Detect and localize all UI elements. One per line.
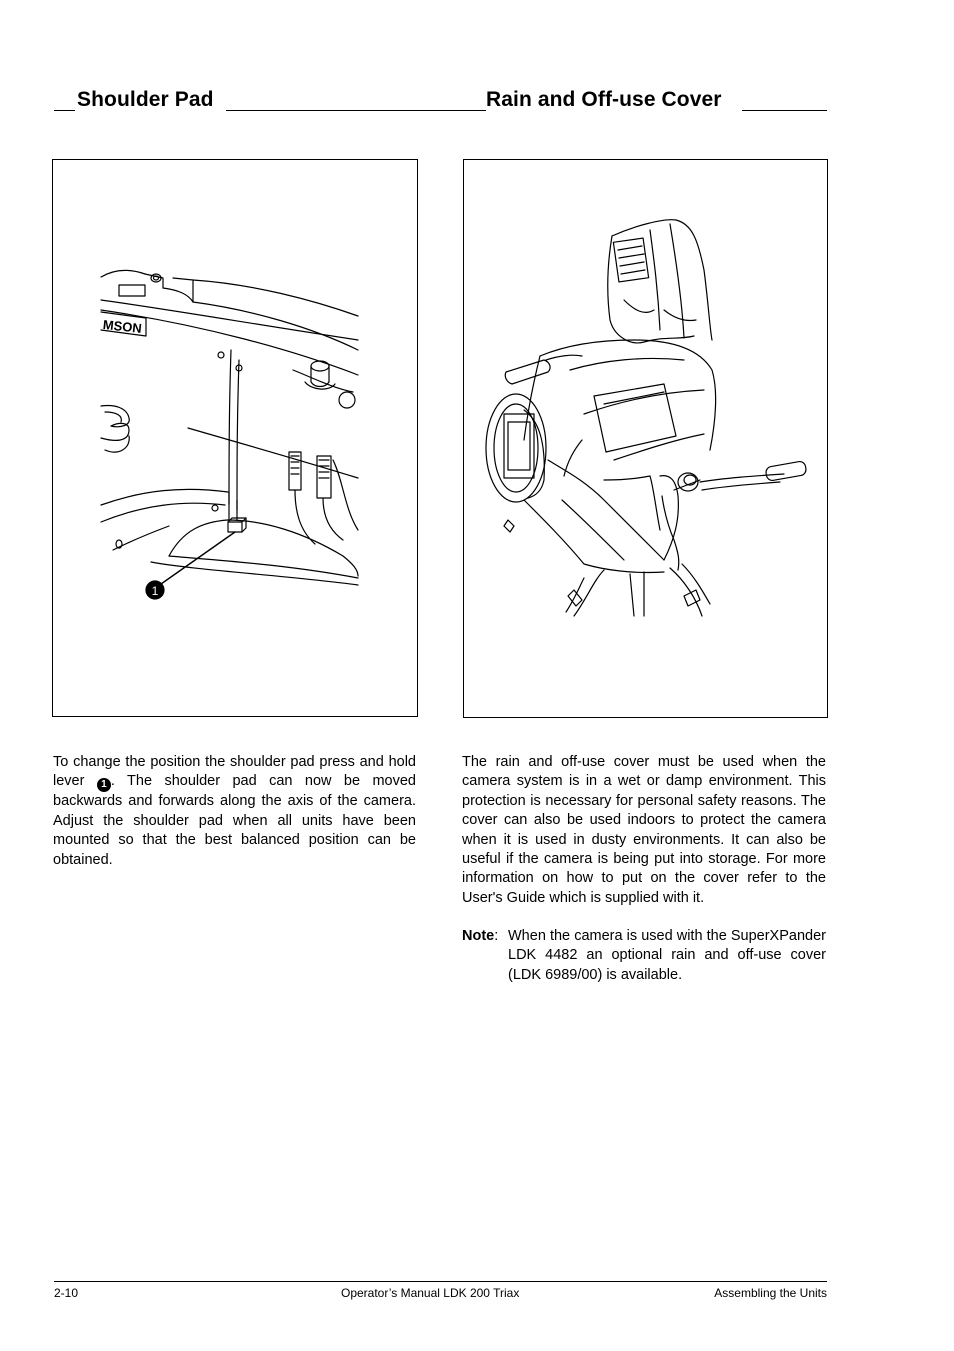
- lever-callout-icon: 1: [97, 778, 111, 792]
- instruction-text-part: To change the position the shoulder pad press and hold lever: [53, 754, 416, 790]
- note-label: [462, 927, 498, 946]
- shoulder-pad-figure: [52, 159, 418, 717]
- rain-cover-figure: [463, 159, 828, 718]
- footer-rule: [54, 1281, 827, 1282]
- callout-number: 1: [151, 584, 159, 598]
- note-block: [462, 927, 826, 985]
- shoulder-pad-drawing: [53, 160, 417, 716]
- note-separator: :: [494, 928, 499, 944]
- document-title: Operator’s Manual LDK 200 Triax: [341, 1286, 520, 1300]
- section-heading-rain-cover: [486, 86, 827, 112]
- note-text: When the camera is used with the SuperXPander LDK 4482 an optional rain and off-use cover (LDK 6989/00) is available.: [508, 928, 826, 983]
- page-number: 2-10: [54, 1286, 79, 1300]
- instruction-text-part: . The shoulder pad can now be moved backwards and forwards along the axis of the camera. Adjust the shoulder pad when all units have been mounted so that the best balanced position can be obtained.: [53, 773, 416, 868]
- heading-title: Shoulder Pad: [77, 88, 214, 111]
- heading-rule: [226, 110, 486, 111]
- section-heading-shoulder-pad: [54, 86, 486, 112]
- rain-cover-description: The rain and off-use cover must be used when the camera system is in a wet or damp environment. This protection is necessary for personal safety reasons. The cover can also be used indoors to protect the camera when it is used in dusty environments. It can also be useful if the camera is being put into storage. For more information on how to put on the cover refer to the User's Guide which is supplied with it.: [462, 754, 826, 906]
- note-label-text: Note: [462, 928, 495, 944]
- heading-title: Rain and Off-use Cover: [486, 88, 722, 111]
- heading-rule: [54, 110, 75, 111]
- shoulder-pad-instructions: [53, 753, 416, 870]
- rain-cover-drawing: [464, 160, 827, 717]
- heading-rule: [742, 110, 827, 111]
- brand-logo-fragment: MSON: [102, 316, 143, 336]
- section-title: Assembling the Units: [714, 1286, 827, 1300]
